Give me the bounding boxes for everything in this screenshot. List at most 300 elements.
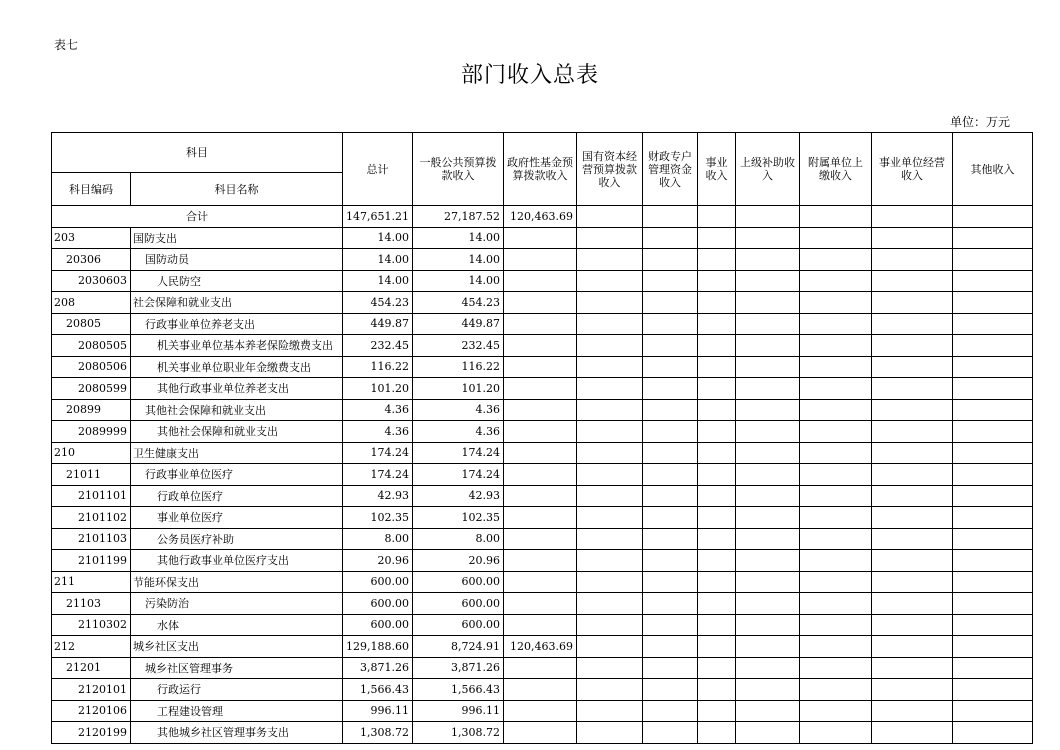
value-cell: [642, 292, 697, 314]
value-cell: [871, 227, 952, 249]
value-cell: [952, 270, 1032, 292]
subject-code-header: 科目编码: [52, 173, 131, 206]
value-cell: 600.00: [412, 614, 503, 636]
value-cell: 1,308.72: [412, 722, 503, 744]
table-row: [52, 399, 1033, 421]
value-cell: [735, 700, 799, 722]
value-cell: 4.36: [412, 399, 503, 421]
value-cell: [697, 249, 735, 271]
value-cell: [871, 722, 952, 744]
table-row: [52, 507, 1033, 529]
table-row: [52, 378, 1033, 400]
value-cell: [576, 593, 642, 615]
subject-code-cell: 20805: [52, 313, 131, 335]
table-body: [52, 206, 1033, 744]
value-cell: [697, 636, 735, 658]
value-cell: [952, 636, 1032, 658]
value-cell: [952, 550, 1032, 572]
value-cell: [799, 356, 871, 378]
value-cell: [735, 550, 799, 572]
value-cell: [871, 421, 952, 443]
subject-code-cell: 2101103: [52, 528, 131, 550]
value-cell: [952, 507, 1032, 529]
value-cell: [697, 614, 735, 636]
value-cell: [871, 571, 952, 593]
value-cell: [735, 614, 799, 636]
col-header-fund-budget: 政府性基金预算拨款收入: [503, 133, 576, 206]
subject-code-cell: 2030603: [52, 270, 131, 292]
value-cell: [735, 593, 799, 615]
value-cell: 3,871.26: [343, 657, 413, 679]
value-cell: [799, 292, 871, 314]
table-row: [52, 700, 1033, 722]
subject-name-cell: 人民防空: [131, 270, 343, 292]
table-row: [52, 722, 1033, 744]
value-cell: [697, 700, 735, 722]
subject-name-cell: 行政运行: [131, 679, 343, 701]
value-cell: [799, 313, 871, 335]
value-cell: [697, 679, 735, 701]
value-cell: [871, 442, 952, 464]
subject-code-cell: 20899: [52, 399, 131, 421]
value-cell: [799, 335, 871, 357]
value-cell: [642, 722, 697, 744]
subject-name-cell: 工程建设管理: [131, 700, 343, 722]
value-cell: [952, 528, 1032, 550]
value-cell: [697, 442, 735, 464]
total-value-cell: [697, 206, 735, 228]
value-cell: [697, 421, 735, 443]
value-cell: [697, 550, 735, 572]
value-cell: 20.96: [343, 550, 413, 572]
table-row: [52, 614, 1033, 636]
value-cell: 101.20: [343, 378, 413, 400]
value-cell: [952, 421, 1032, 443]
value-cell: [576, 657, 642, 679]
value-cell: [871, 507, 952, 529]
value-cell: [952, 313, 1032, 335]
value-cell: 120,463.69: [503, 636, 576, 658]
value-cell: [952, 292, 1032, 314]
subject-name-cell: 其他社会保障和就业支出: [131, 421, 343, 443]
value-cell: [871, 528, 952, 550]
value-cell: [503, 313, 576, 335]
value-cell: [799, 227, 871, 249]
subject-name-cell: 水体: [131, 614, 343, 636]
subject-name-cell: 节能环保支出: [131, 571, 343, 593]
value-cell: 14.00: [412, 270, 503, 292]
value-cell: [697, 378, 735, 400]
value-cell: [642, 636, 697, 658]
value-cell: [952, 593, 1032, 615]
value-cell: 232.45: [343, 335, 413, 357]
value-cell: 129,188.60: [343, 636, 413, 658]
value-cell: [576, 528, 642, 550]
subject-name-cell: 机关事业单位职业年金缴费支出: [131, 356, 343, 378]
unit-label: 单位：万元: [949, 115, 1010, 129]
value-cell: [503, 356, 576, 378]
table-row: [52, 335, 1033, 357]
income-summary-table: [51, 132, 1033, 744]
value-cell: [952, 249, 1032, 271]
subject-code-cell: 2120101: [52, 679, 131, 701]
subject-code-cell: 203: [52, 227, 131, 249]
value-cell: [799, 485, 871, 507]
value-cell: [735, 421, 799, 443]
table-row: [52, 464, 1033, 486]
subject-name-cell: 国防动员: [131, 249, 343, 271]
value-cell: [952, 700, 1032, 722]
value-cell: [735, 313, 799, 335]
col-header-business-operation: 事业单位经营收入: [871, 133, 952, 206]
value-cell: [642, 378, 697, 400]
value-cell: [799, 636, 871, 658]
value-cell: 14.00: [343, 270, 413, 292]
value-cell: [871, 657, 952, 679]
value-cell: [503, 292, 576, 314]
value-cell: 14.00: [343, 227, 413, 249]
table-row: [52, 636, 1033, 658]
value-cell: [697, 270, 735, 292]
subject-name-cell: 行政单位医疗: [131, 485, 343, 507]
subject-code-cell: 212: [52, 636, 131, 658]
value-cell: [952, 378, 1032, 400]
value-cell: [576, 442, 642, 464]
value-cell: [952, 571, 1032, 593]
value-cell: 454.23: [343, 292, 413, 314]
subject-name-cell: 其他行政事业单位医疗支出: [131, 550, 343, 572]
value-cell: [735, 399, 799, 421]
value-cell: [576, 550, 642, 572]
value-cell: [871, 399, 952, 421]
subject-name-cell: 机关事业单位基本养老保险缴费支出: [131, 335, 343, 357]
value-cell: [871, 550, 952, 572]
value-cell: [799, 700, 871, 722]
value-cell: [642, 270, 697, 292]
col-header-total: 总计: [343, 133, 413, 206]
col-header-state-capital: 国有资本经营预算拨款收入: [576, 133, 642, 206]
value-cell: [871, 249, 952, 271]
table-number-label: 表七: [54, 38, 79, 52]
value-cell: 102.35: [343, 507, 413, 529]
value-cell: [871, 593, 952, 615]
value-cell: [697, 292, 735, 314]
value-cell: 174.24: [343, 442, 413, 464]
value-cell: [735, 657, 799, 679]
value-cell: [642, 614, 697, 636]
value-cell: 174.24: [343, 464, 413, 486]
value-cell: [799, 378, 871, 400]
table-row: [52, 550, 1033, 572]
value-cell: [799, 679, 871, 701]
col-header-special-account: 财政专户管理资金收入: [642, 133, 697, 206]
value-cell: [503, 528, 576, 550]
subject-name-cell: 行政事业单位医疗: [131, 464, 343, 486]
value-cell: [697, 528, 735, 550]
subject-code-cell: 2080505: [52, 335, 131, 357]
value-cell: [735, 249, 799, 271]
value-cell: 996.11: [412, 700, 503, 722]
subject-code-cell: 2080506: [52, 356, 131, 378]
table-row: [52, 292, 1033, 314]
subject-name-cell: 其他城乡社区管理事务支出: [131, 722, 343, 744]
subject-code-cell: 2120106: [52, 700, 131, 722]
value-cell: [697, 399, 735, 421]
value-cell: [503, 249, 576, 271]
value-cell: [735, 227, 799, 249]
value-cell: 600.00: [412, 571, 503, 593]
value-cell: [642, 571, 697, 593]
subject-code-cell: 21011: [52, 464, 131, 486]
value-cell: [952, 399, 1032, 421]
total-value-cell: [576, 206, 642, 228]
value-cell: 14.00: [412, 227, 503, 249]
value-cell: 600.00: [343, 593, 413, 615]
value-cell: [735, 356, 799, 378]
value-cell: [576, 292, 642, 314]
value-cell: [503, 657, 576, 679]
total-value-cell: [871, 206, 952, 228]
value-cell: [799, 421, 871, 443]
value-cell: [642, 700, 697, 722]
value-cell: 20.96: [412, 550, 503, 572]
total-value-cell: [799, 206, 871, 228]
page-title: 部门收入总表: [460, 63, 599, 88]
subject-name-cell: 公务员医疗补助: [131, 528, 343, 550]
value-cell: 600.00: [343, 571, 413, 593]
value-cell: [503, 679, 576, 701]
value-cell: [642, 593, 697, 615]
value-cell: [735, 571, 799, 593]
total-row: [52, 206, 1033, 228]
value-cell: [576, 507, 642, 529]
total-value-cell: 147,651.21: [343, 206, 413, 228]
subject-code-cell: 208: [52, 292, 131, 314]
value-cell: [642, 679, 697, 701]
value-cell: [697, 571, 735, 593]
subject-name-cell: 其他社会保障和就业支出: [131, 399, 343, 421]
subject-name-cell: 社会保障和就业支出: [131, 292, 343, 314]
subject-name-cell: 行政事业单位养老支出: [131, 313, 343, 335]
value-cell: [799, 657, 871, 679]
subject-code-cell: 2101199: [52, 550, 131, 572]
value-cell: [503, 614, 576, 636]
value-cell: [799, 442, 871, 464]
value-cell: 4.36: [343, 399, 413, 421]
value-cell: [642, 507, 697, 529]
table-row: [52, 421, 1033, 443]
subject-code-cell: 211: [52, 571, 131, 593]
value-cell: 996.11: [343, 700, 413, 722]
value-cell: [952, 722, 1032, 744]
value-cell: 1,308.72: [343, 722, 413, 744]
value-cell: [871, 679, 952, 701]
subject-name-cell: 其他行政事业单位养老支出: [131, 378, 343, 400]
table-row: [52, 313, 1033, 335]
value-cell: 3,871.26: [412, 657, 503, 679]
value-cell: 8.00: [343, 528, 413, 550]
subject-code-cell: 2120199: [52, 722, 131, 744]
value-cell: 14.00: [412, 249, 503, 271]
value-cell: [642, 550, 697, 572]
table-row: [52, 485, 1033, 507]
value-cell: [697, 593, 735, 615]
value-cell: [576, 571, 642, 593]
value-cell: [799, 464, 871, 486]
table-row: [52, 528, 1033, 550]
value-cell: [735, 485, 799, 507]
value-cell: [697, 313, 735, 335]
value-cell: [799, 270, 871, 292]
subject-name-cell: 污染防治: [131, 593, 343, 615]
table-row: [52, 442, 1033, 464]
value-cell: [503, 507, 576, 529]
value-cell: [576, 636, 642, 658]
col-header-business-income: 事业收入: [697, 133, 735, 206]
value-cell: [503, 227, 576, 249]
value-cell: [576, 249, 642, 271]
value-cell: [642, 399, 697, 421]
value-cell: [503, 593, 576, 615]
value-cell: [799, 571, 871, 593]
value-cell: [503, 442, 576, 464]
value-cell: [697, 335, 735, 357]
value-cell: [735, 679, 799, 701]
col-header-other-income: 其他收入: [952, 133, 1032, 206]
total-value-cell: [642, 206, 697, 228]
value-cell: [871, 313, 952, 335]
value-cell: [503, 421, 576, 443]
value-cell: [576, 335, 642, 357]
value-cell: 1,566.43: [412, 679, 503, 701]
value-cell: [871, 464, 952, 486]
subject-name-cell: 城乡社区支出: [131, 636, 343, 658]
value-cell: [576, 227, 642, 249]
value-cell: [952, 657, 1032, 679]
value-cell: [735, 507, 799, 529]
subject-code-cell: 20306: [52, 249, 131, 271]
value-cell: [871, 335, 952, 357]
value-cell: [952, 679, 1032, 701]
value-cell: 42.93: [343, 485, 413, 507]
value-cell: 454.23: [412, 292, 503, 314]
value-cell: [642, 227, 697, 249]
subject-code-cell: 210: [52, 442, 131, 464]
total-label: 合计: [52, 206, 343, 228]
subject-code-cell: 2089999: [52, 421, 131, 443]
total-value-cell: 27,187.52: [412, 206, 503, 228]
value-cell: [576, 378, 642, 400]
value-cell: 116.22: [343, 356, 413, 378]
value-cell: [799, 614, 871, 636]
value-cell: 4.36: [343, 421, 413, 443]
table-row: [52, 270, 1033, 292]
value-cell: 42.93: [412, 485, 503, 507]
value-cell: [642, 249, 697, 271]
value-cell: [952, 356, 1032, 378]
value-cell: [952, 227, 1032, 249]
value-cell: [576, 485, 642, 507]
value-cell: 101.20: [412, 378, 503, 400]
value-cell: [642, 528, 697, 550]
value-cell: [952, 614, 1032, 636]
value-cell: [697, 227, 735, 249]
value-cell: 8.00: [412, 528, 503, 550]
value-cell: [576, 356, 642, 378]
value-cell: [871, 378, 952, 400]
value-cell: [503, 550, 576, 572]
value-cell: 600.00: [412, 593, 503, 615]
value-cell: [697, 507, 735, 529]
value-cell: [735, 464, 799, 486]
value-cell: 1,566.43: [343, 679, 413, 701]
total-value-cell: [735, 206, 799, 228]
value-cell: [871, 270, 952, 292]
value-cell: [503, 571, 576, 593]
value-cell: [642, 485, 697, 507]
subject-code-cell: 2080599: [52, 378, 131, 400]
value-cell: [642, 421, 697, 443]
value-cell: 14.00: [343, 249, 413, 271]
subject-name-cell: 卫生健康支出: [131, 442, 343, 464]
table-row: [52, 657, 1033, 679]
table-row: [52, 356, 1033, 378]
value-cell: [871, 636, 952, 658]
value-cell: [503, 378, 576, 400]
value-cell: [735, 378, 799, 400]
value-cell: [576, 679, 642, 701]
value-cell: [799, 528, 871, 550]
subject-group-header: 科目: [52, 133, 343, 173]
value-cell: [576, 399, 642, 421]
total-value-cell: 120,463.69: [503, 206, 576, 228]
value-cell: 4.36: [412, 421, 503, 443]
value-cell: 174.24: [412, 442, 503, 464]
subject-code-cell: 2101101: [52, 485, 131, 507]
value-cell: 449.87: [343, 313, 413, 335]
total-value-cell: [952, 206, 1032, 228]
value-cell: [642, 335, 697, 357]
value-cell: [952, 464, 1032, 486]
value-cell: [952, 485, 1032, 507]
table-row: [52, 571, 1033, 593]
value-cell: [503, 399, 576, 421]
subject-code-cell: 21103: [52, 593, 131, 615]
value-cell: [576, 270, 642, 292]
value-cell: [576, 614, 642, 636]
value-cell: [503, 270, 576, 292]
value-cell: [799, 249, 871, 271]
table-row: [52, 679, 1033, 701]
value-cell: [642, 442, 697, 464]
value-cell: [799, 507, 871, 529]
value-cell: 232.45: [412, 335, 503, 357]
table-row: [52, 249, 1033, 271]
value-cell: [576, 464, 642, 486]
value-cell: 449.87: [412, 313, 503, 335]
value-cell: [697, 356, 735, 378]
value-cell: [576, 421, 642, 443]
value-cell: [503, 335, 576, 357]
value-cell: [871, 700, 952, 722]
value-cell: [871, 485, 952, 507]
value-cell: 102.35: [412, 507, 503, 529]
value-cell: [503, 485, 576, 507]
value-cell: [735, 335, 799, 357]
value-cell: [735, 442, 799, 464]
col-header-affiliated-unit: 附属单位上缴收入: [799, 133, 871, 206]
value-cell: [871, 614, 952, 636]
